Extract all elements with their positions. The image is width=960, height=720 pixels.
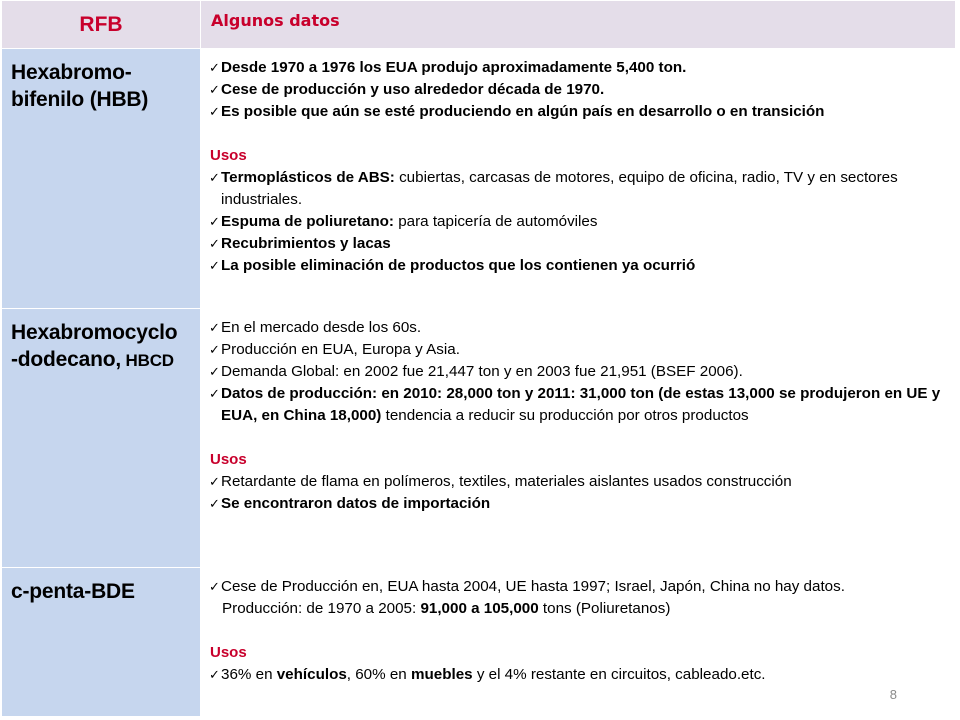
check-icon: ✓ bbox=[209, 214, 220, 229]
list-item: ✓ Cese de producción y uso alrededor década de 1970. bbox=[210, 79, 949, 101]
check-icon: ✓ bbox=[209, 342, 220, 357]
production-line: Producción: de 1970 a 2005: 91,000 a 105,000 tons (Poliuretanos) bbox=[222, 600, 671, 617]
hbb-label-line2: bifenilo (HBB) bbox=[11, 88, 149, 111]
check-icon: ✓ bbox=[209, 60, 220, 75]
usos-heading: Usos bbox=[210, 147, 247, 164]
list-item: ✓ La posible eliminación de productos que los contienen ya ocurrió bbox=[210, 255, 949, 277]
hbcd-label-line2: -dodecano, HBCD bbox=[11, 348, 174, 371]
list-item: ✓ En el mercado desde los 60s. bbox=[210, 317, 949, 339]
check-icon: ✓ bbox=[209, 474, 220, 489]
check-icon: ✓ bbox=[209, 82, 220, 97]
usos-heading: Usos bbox=[210, 451, 247, 468]
check-icon: ✓ bbox=[209, 667, 220, 682]
header-algunos-datos: Algunos datos bbox=[211, 11, 340, 30]
list-item: ✓ 36% en vehículos, 60% en muebles y el 4% restante en circuitos, cableado.etc. bbox=[210, 664, 949, 686]
row-content-hbcd bbox=[201, 309, 956, 568]
check-icon: ✓ bbox=[209, 320, 220, 335]
page-number: 8 bbox=[889, 687, 897, 702]
list-item: ✓ Recubrimientos y lacas bbox=[210, 233, 949, 255]
row-content-hbb bbox=[201, 49, 956, 309]
list-item: ✓ Producción en EUA, Europa y Asia. bbox=[210, 339, 949, 361]
check-icon: ✓ bbox=[209, 496, 220, 511]
header-cell-datos bbox=[201, 1, 956, 49]
list-item: ✓ Es posible que aún se esté produciendo en algún país en desarrollo o en transición bbox=[210, 101, 949, 123]
check-icon: ✓ bbox=[209, 579, 220, 594]
row-label-cpenta bbox=[2, 568, 201, 717]
list-item: ✓ Cese de Producción en, EUA hasta 2004, UE hasta 1997; Israel, Japón, China no hay datos. bbox=[210, 576, 949, 598]
row-label-hbb bbox=[2, 49, 201, 309]
row-content-cpenta bbox=[201, 568, 956, 717]
list-item: ✓ Espuma de poliuretano: para tapicería de automóviles bbox=[210, 211, 949, 233]
check-icon: ✓ bbox=[209, 386, 220, 401]
list-item: ✓ Desde 1970 a 1976 los EUA produjo aproximadamente 5,400 ton. bbox=[210, 57, 949, 79]
cpenta-label: c-penta-BDE bbox=[11, 580, 135, 603]
data-table bbox=[1, 0, 957, 718]
list-item: ✓ Datos de producción: en 2010: 28,000 ton y 2011: 31,000 ton (de estas 13,000 se produjeron en UE y EUA, en China 18,000) tendencia a reducir su producción por otros productos bbox=[209, 385, 941, 424]
check-icon: ✓ bbox=[209, 170, 220, 185]
list-item: ✓ Se encontraron datos de importación bbox=[210, 493, 949, 515]
check-icon: ✓ bbox=[209, 236, 220, 251]
row-label-hbcd bbox=[2, 309, 201, 568]
check-icon: ✓ bbox=[209, 104, 220, 119]
check-icon: ✓ bbox=[209, 258, 220, 273]
check-icon: ✓ bbox=[209, 364, 220, 379]
list-item: ✓ Termoplásticos de ABS: cubiertas, carcasas de motores, equipo de oficina, radio, TV y en sectores industriales. bbox=[209, 169, 898, 208]
header-rfb: RFB bbox=[79, 13, 123, 36]
hbb-label-line1: Hexabromo- bbox=[11, 61, 132, 84]
list-item: ✓ Demanda Global: en 2002 fue 21,447 ton y en 2003 fue 21,951 (BSEF 2006). bbox=[210, 361, 949, 383]
usos-heading: Usos bbox=[210, 644, 247, 661]
header-cell-rfb bbox=[2, 1, 201, 49]
list-item: ✓ Retardante de flama en polímeros, textiles, materiales aislantes usados construcción bbox=[210, 471, 949, 493]
hbcd-label-line1: Hexabromocyclo bbox=[11, 321, 178, 344]
